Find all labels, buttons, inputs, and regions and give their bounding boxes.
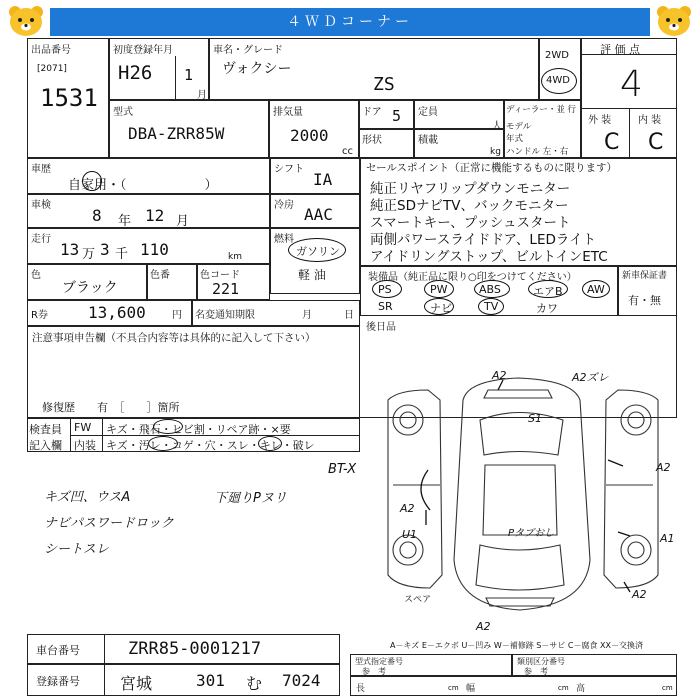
warranty-label: 新車保証書 (622, 271, 668, 281)
equip-sr: SR (378, 300, 393, 313)
dims-width-unit: cm (558, 684, 569, 692)
inspector-label-1: 検査員 (29, 423, 62, 436)
usage-value: 自家用・（ ） (68, 178, 218, 193)
notes-repair: 修復歴 有 ［ ］箇所 (42, 401, 180, 414)
door-label: ドア (362, 107, 382, 118)
dealer-model-label: モデル (506, 122, 532, 132)
dims-cell (350, 676, 677, 696)
handwritten-note-1: キズ凹、ウスA (44, 490, 131, 505)
mileage-label: 走行 (31, 234, 51, 245)
chassis-divider (104, 634, 105, 664)
inspector-row-2: キズ・汚レ・コゲ・穴・スレ・キレ・破レ (106, 439, 315, 452)
inspector-label-2: 記入欄 (29, 439, 62, 452)
dealer-year-label: 年式 (506, 134, 524, 144)
diagram-mark: A2ズレ (572, 371, 609, 384)
rating-int-label: 内 装 (638, 115, 662, 126)
notice-label: 名変通知期限 (195, 310, 255, 321)
usage-label: 車歴 (31, 164, 51, 175)
shift-value: IA (313, 170, 333, 189)
banner-title: ４ＷＤコーナー (50, 8, 650, 36)
rating-header-line (581, 54, 677, 55)
spec-no-label: 型式指定番号 (355, 657, 403, 666)
ac-label: 冷房 (274, 200, 294, 211)
inspection-label: 車検 (31, 200, 51, 211)
inspector-fw: FW (74, 421, 92, 434)
chassis-value: ZRR85-0001217 (128, 639, 262, 659)
recycle-label: R券 (31, 310, 48, 321)
dims-height-unit: cm (662, 684, 673, 692)
rating-label: 評 価 点 (600, 43, 640, 56)
dims-length-unit: cm (448, 684, 459, 692)
color-label: 色 (31, 270, 41, 281)
lot-number: 1531 (40, 84, 98, 112)
mileage-sen-unit: 千 (115, 247, 129, 262)
color-code-label: 色コード (200, 270, 240, 281)
rating-ext-label: 外 装 (588, 115, 612, 126)
loading-label: 積載 (418, 135, 438, 146)
recycle-unit: 円 (172, 310, 182, 321)
sales-points-label: セールスポイント（正常に機能するものに限ります） (366, 162, 618, 174)
bear-mascot-left-icon (6, 4, 46, 38)
handwritten-note-3: シートスレ (44, 542, 109, 557)
mileage-sen: 3 (100, 240, 110, 259)
registration-number: 7024 (282, 671, 321, 690)
warranty-value: 有・無 (628, 294, 661, 307)
registration-kana: む (246, 674, 263, 693)
door-value: 5 (392, 107, 402, 125)
capacity-unit: 人 (492, 121, 502, 132)
equip-aw: AW (587, 283, 605, 296)
diagram-mark: A2 (656, 461, 671, 474)
color-value: ブラック (62, 280, 118, 296)
registration-label: 登録番号 (36, 675, 80, 688)
sales-point-line: 純正SDナビTV、バックモニター (370, 198, 569, 214)
diagram-mark: S1 (528, 412, 542, 425)
inspection-month: 12 (145, 206, 165, 225)
equip-airbag: エアB (533, 285, 563, 298)
model-label: 型式 (113, 107, 133, 118)
mileage-man: 13 (60, 240, 80, 259)
fuel-gasoline: ガソリン (296, 245, 340, 258)
drive-2wd: 2WD (545, 50, 569, 61)
shift-label: シフト (274, 164, 304, 175)
mileage-man-unit: 万 (82, 247, 96, 262)
dims-width: 幅 (466, 684, 476, 694)
lot-label: 出品番号 (31, 45, 71, 56)
category-no-sub: 参 考 (524, 667, 548, 676)
fuel-label: 燃料 (274, 234, 294, 245)
grade-value: ZS (373, 74, 395, 95)
diagram-mark: A2 (632, 588, 647, 601)
category-no-label: 類別区分番号 (517, 657, 565, 666)
name-label: 車名・グレード (213, 45, 283, 56)
registration-class: 301 (196, 671, 225, 690)
displacement-unit: cc (342, 146, 353, 157)
inspection-year-unit: 年 (118, 214, 132, 229)
equip-ps: PS (378, 283, 392, 296)
handwritten-note-2: ナビパスワードロック (44, 516, 174, 531)
notes-label: 注意事項申告欄（不具合内容等は具体的に記入して下さい） (32, 332, 316, 344)
inspector-row-1: キズ・飛石・ヒビ割・リペア跡・×要 (106, 423, 291, 436)
mileage-rest: 110 (140, 240, 169, 259)
diagram-mark: A2 (400, 502, 415, 515)
color-code: 221 (212, 280, 240, 298)
displacement-value: 2000 (290, 126, 329, 145)
dims-height: 高 (576, 684, 586, 694)
rating-value: 4 (620, 64, 643, 105)
recycle-value: 13,600 (88, 303, 146, 322)
capacity-label: 定員 (418, 107, 438, 118)
diagram-mark: U1 (402, 528, 418, 541)
sales-point-line: アイドリングストップ、ビルトインETC (370, 249, 608, 265)
registration-region: 宮城 (120, 674, 153, 693)
model-value: DBA-ZRR85W (128, 124, 225, 143)
inspector-circle-yogore[interactable] (148, 436, 178, 451)
equip-pw: PW (430, 283, 448, 296)
inspector-circle-sure[interactable] (258, 436, 282, 451)
name-value: ヴォクシー (222, 61, 292, 77)
drive-4wd: 4WD (546, 75, 570, 86)
usage-circle[interactable] (82, 171, 102, 191)
dealer-label: ディーラー・並 行 (506, 105, 577, 115)
equip-navi: ナビ (430, 302, 452, 315)
mileage-unit: km (228, 252, 242, 262)
sales-point-line: 純正リヤフリップダウンモニター (370, 181, 571, 197)
notice-month-unit: 月 (302, 310, 312, 321)
diagram-mark: A2 (492, 369, 507, 382)
diagram-spare: スペア (404, 595, 432, 605)
lot-code: [2071] (37, 64, 67, 74)
diagram-mark: Pタブおし (508, 528, 555, 539)
ac-value: AAC (304, 205, 333, 224)
equip-tv: TV (484, 300, 499, 313)
inspection-year: 8 (92, 206, 102, 225)
fuel-diesel: 軽 油 (298, 268, 326, 282)
diagram-mark: A2 (476, 620, 491, 633)
equip-leather: カワ (536, 302, 558, 315)
registration-divider (104, 664, 105, 696)
first-reg-label: 初度登録年月 (113, 45, 173, 56)
notice-day-unit: 日 (344, 310, 354, 321)
dealer-handle-label: ハンドル 左・右 (506, 147, 569, 157)
bear-mascot-right-icon (654, 4, 694, 38)
diagram-mark: A1 (660, 532, 675, 545)
first-reg-year: H26 (118, 62, 153, 84)
inspector-naisou: 内装 (74, 439, 96, 452)
color-no-label: 色番 (150, 270, 170, 281)
inspection-month-unit: 月 (176, 214, 190, 229)
handwritten-note-4: 下廻りPヌリ (214, 491, 287, 506)
loading-unit: kg (490, 147, 501, 157)
rating-sub-divider (629, 108, 630, 158)
first-reg-month: 1 (184, 66, 194, 84)
displacement-label: 排気量 (273, 107, 303, 118)
equip-abs: ABS (479, 283, 501, 296)
dims-length: 長 (356, 684, 366, 694)
rating-ext-value: C (604, 130, 620, 155)
handwritten-bt: BT-X (328, 462, 357, 477)
first-reg-divider (175, 56, 176, 100)
rating-int-value: C (648, 130, 664, 155)
equipment-label: 装備品（純正品に限り○印をつけてください） (368, 272, 577, 283)
chassis-label: 車台番号 (36, 644, 80, 657)
spec-no-sub: 参 考 (362, 667, 386, 676)
first-reg-month-unit: 月 (197, 90, 207, 101)
shape-label: 形状 (362, 135, 382, 146)
sales-point-line: スマートキー、プッシュスタート (370, 215, 571, 231)
damage-legend: A－キズ E－エクボ U－凹み W－補修跡 S－サビ C－腐食 XX－交換済 (390, 641, 644, 650)
rear-seat-label: 後日品 (366, 322, 396, 333)
sales-point-line: 両側パワースライドドア、LEDライト (370, 232, 596, 248)
inspector-circle-tobiishi[interactable] (153, 419, 183, 434)
